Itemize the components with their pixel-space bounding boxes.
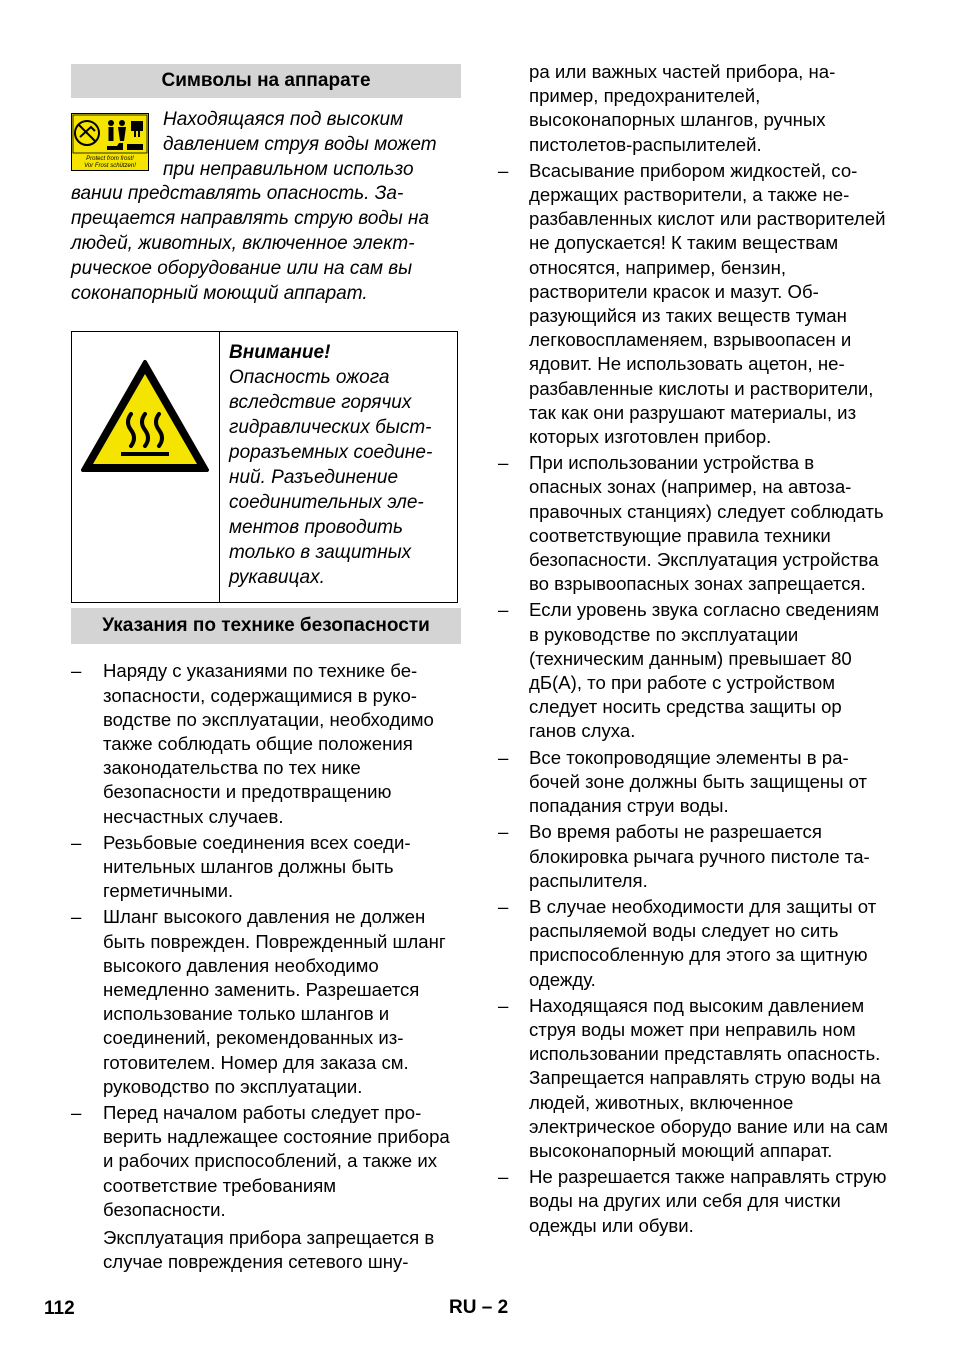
- symbol-label-2: Vor Frost schützen!: [84, 163, 136, 169]
- list-item: – Наряду с указаниями по технике безопасности, содержащимися в руководстве по эксплуатации, необходимо также соблюдать общие положения законодательства по тех нике безопасности и предотвращению несчастных случаев.: [71, 659, 461, 828]
- list-item: – Все токопроводящие элементы в рабочей зоне должны быть защищены от попадания струи воды.: [498, 746, 890, 819]
- list-item: – Всасывание прибором жидкостей, содержащих растворители, а также неразбавленных кислот или растворителей не допускается! К таким веществам относятся, например, бензин, растворители красок и мазут. Образующийся из таких веществ туман легковоспламеняем, взрывоопасен и ядовит. Не использовать ацетон, неразбавленные кислоты и растворители, так как они разрушают материалы, из которых изготовлен прибор.: [498, 159, 890, 449]
- list-item: – При использовании устройства в опасных зонах (например, на автозаправочных станциях) следует соблюдать соответствующие правила техники безопасности. Эксплуатация устройства во взрывоопасных зонах запрещается.: [498, 451, 890, 596]
- left-safety-list: [71, 659, 461, 1222]
- page-number: 112: [44, 1298, 75, 1319]
- left-continuation-paragraph: Эксплуатация прибора запрещается в случае повреждения сетевого шну-: [103, 1227, 435, 1273]
- list-item: – Шланг высокого давления не должен быть поврежден. Поврежденный шланг высокого давления необходимо немедленно заменить. Разрешается использование только шлангов и соединений, рекомендованных изготовителем. Номер для заказа см. руководство по эксплуатации.: [71, 905, 461, 1099]
- symbol-label-1: Protect from frost!: [86, 156, 134, 162]
- right-continuation-paragraph: ра или важных частей прибора, например, предохранителей, высоконапорных шлангов, ручных пистолетов-распылителей.: [529, 61, 836, 155]
- list-item: – Не разрешается также направлять струю воды на других или себя для чистки одежды или обуви.: [498, 1165, 890, 1238]
- language-page-label: RU – 2: [449, 1297, 509, 1318]
- right-column: [498, 60, 890, 1240]
- hot-surface-warning-icon: [79, 358, 211, 476]
- list-item: – Находящаяся под высоким давлением струя воды может при неправиль ном использовании представлять опасность. Запрещается направлять струю воды на людей, животных, включенное электрическое оборудо вание или на сам высоконапорный моющий аппарат.: [498, 994, 890, 1163]
- right-safety-list: [498, 159, 890, 1238]
- list-item: – Перед началом работы следует проверить надлежащее состояние прибора и рабочих приспособлений, а также их соответствие требованиям безопасности.: [71, 1101, 461, 1222]
- list-item: – В случае необходимости для защиты от распыляемой воды следует но сить приспособленную для этого за щитную одежду.: [498, 895, 890, 992]
- caution-icon-cell: [72, 332, 220, 603]
- safety-heading: Указания по технике безопасности: [71, 608, 461, 644]
- list-item: – Если уровень звука согласно сведениям в руководстве по эксплуатации (техническим данным) превышает 80 дБ(А), то при работе с устройством следует носить средства защиты ор ганов слуха.: [498, 598, 890, 743]
- list-item: – Во время работы не разрешается блокировка рычага ручного пистоле та-распылителя.: [498, 820, 890, 893]
- left-column: [71, 64, 461, 1274]
- caution-title: Внимание!: [229, 342, 331, 364]
- caution-box: [71, 331, 458, 603]
- list-item: – Резьбовые соединения всех соединительных шлангов должны быть герметичными.: [71, 831, 461, 904]
- caution-text-cell: [220, 332, 458, 603]
- symbols-heading: Символы на аппарате: [71, 64, 461, 98]
- symbol-warning-text: Находящаяся под высоким давлением струя воды может при неправильном использо вании представлять опасность. Запрещается направлять струю воды на людей, животных, включенное электрическое оборудование или на сам вы соконапорный моющий аппарат.: [71, 109, 437, 304]
- high-pressure-warning-icon: [71, 113, 149, 171]
- symbol-warning-block: [71, 108, 461, 306]
- caution-text: Опасность ожога вследствие горячих гидравлических быстроразъемных соединений. Разъединение соединительных элементов проводить только в защитных рукавицах.: [229, 367, 433, 589]
